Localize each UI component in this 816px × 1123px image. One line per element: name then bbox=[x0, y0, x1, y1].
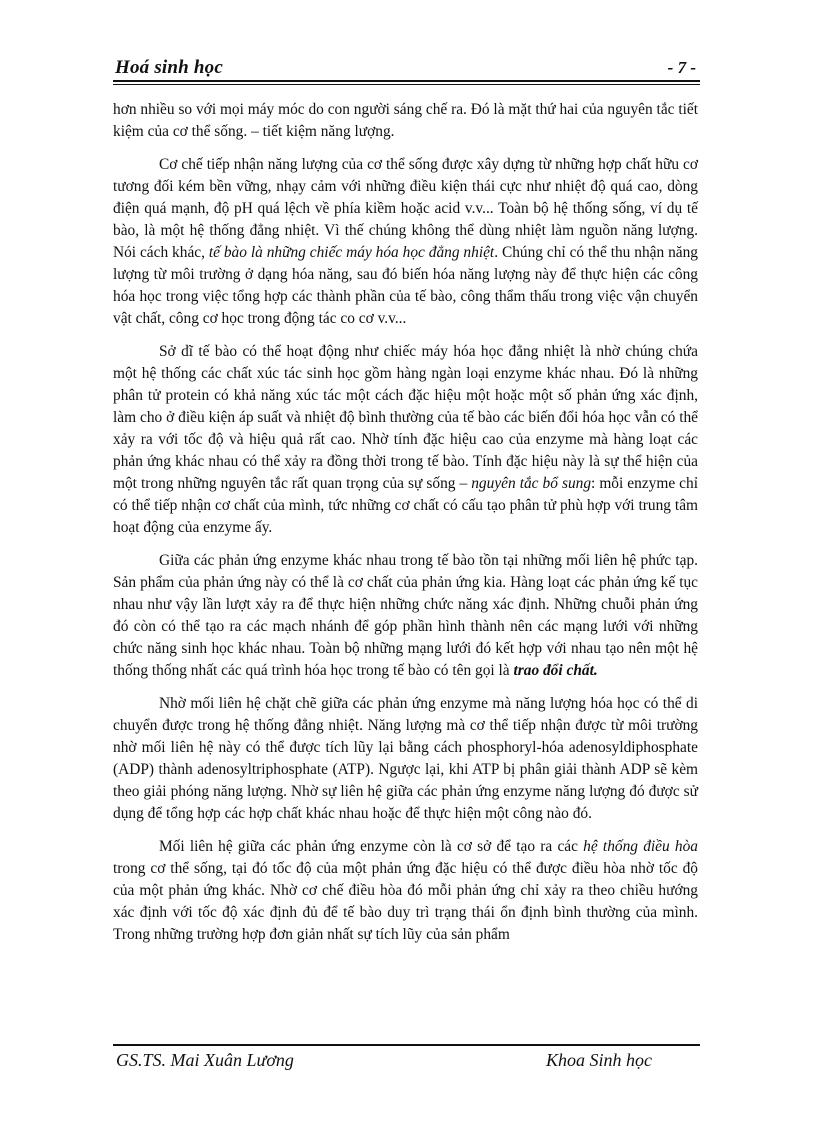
paragraph-5: Nhờ mối liên hệ chặt chẽ giữa các phản ứng enzyme mà năng lượng hóa học có thể di chuyển được trong hệ thống đẳng nhiệt. Năng lượng mà cơ thể tiếp nhận được từ môi trường nhờ mối liên hệ này có thể được tích lũy lại bằng cách phosphoryl-hóa adenosyldiphosphate (ADP) thành adenosyltriphosphate (ATP). Ngược lại, khi ATP bị phân giải thành ADP sẽ kèm theo giải phóng năng lượng. Nhờ sự liên hệ giữa các phản ứng enzyme năng lượng đó được sử dụng để tổng hợp các hợp chất khác nhau hoặc để thực hiện một công nào đó. bbox=[113, 695, 698, 822]
footer-author: GS.TS. Mai Xuân Lương bbox=[116, 1050, 294, 1070]
paragraph-6: Mối liên hệ giữa các phản ứng enzyme còn là cơ sở để tạo ra các hệ thống điều hòa trong cơ thể sống, tại đó tốc độ của một phản ứng đặc hiệu có thể được điều hòa nhờ tốc độ của một phản ứng khác. Nhờ cơ chế điều hòa đó mỗi phản ứng chỉ xảy ra theo chiều hướng xác định với tốc độ xác định đủ để tế bào duy trì trạng thái ổn định bình thường của mình. Trong những trường hợp đơn giản nhất sự tích lũy của sản phẩm bbox=[113, 838, 699, 943]
footer-rule bbox=[113, 1044, 700, 1046]
book-title: Hoá sinh học bbox=[115, 57, 223, 78]
paragraph-3: Sở dĩ tế bào có thể hoạt động như chiếc máy hóa học đẳng nhiệt là nhờ chúng chứa một hệ thống các chất xúc tác sinh học gồm hàng ngàn loại enzyme khác nhau. Đó là những phân tử protein có khả năng xúc tác một cách đặc hiệu một hoặc một số phản ứng xác định, làm cho ở điều kiện áp suất và nhiệt độ bình thường của tế bào các biến đổi hóa học vẫn có thể xảy ra với tốc độ và hiệu quả rất cao. Nhờ tính đặc hiệu cao của enzyme mà hàng loạt các phản ứng khác nhau có thể xảy ra đồng thời trong tế bào. Tính đặc hiệu này là sự thể hiện của một trong những nguyên tắc rất quan trọng của sự sống – nguyên tắc bổ sung: mỗi enzyme chỉ có thể tiếp nhận cơ chất của mình, tức những cơ chất có cấu tạo phân tử phù hợp với trung tâm hoạt động của enzyme ấy. bbox=[113, 343, 698, 536]
emphasis-regulation-system: hệ thống điều hòa bbox=[583, 838, 699, 855]
emphasis-complementarity-principle: nguyên tắc bổ sung bbox=[471, 475, 592, 492]
body-text bbox=[113, 99, 698, 957]
page-number: - 7 - bbox=[667, 58, 696, 77]
emphasis-metabolism: trao đổi chất. bbox=[513, 662, 598, 679]
emphasis-isothermal-machine: tế bào là những chiếc máy hóa học đẳng nhiệt bbox=[208, 244, 495, 261]
paragraph-4: Giữa các phản ứng enzyme khác nhau trong tế bào tồn tại những mối liên hệ phức tạp. Sản phẩm của phản ứng này có thể là cơ chất của phản ứng kia. Hàng loạt các phản ứng kế tục nhau như vậy lần lượt xảy ra để thực hiện những chức năng xác định. Những chuỗi phản ứng đó còn có thể tạo ra các mạch nhánh để góp phần hình thành nên các mạng lưới với những chức năng sinh học khác nhau. Toàn bộ những mạng lưới đó kết hợp với nhau tạo nên một hệ thống thống nhất các quá trình hóa học trong tế bào có tên gọi là trao đổi chất. bbox=[113, 552, 698, 679]
footer-department: Khoa Sinh học bbox=[546, 1050, 652, 1070]
page-header bbox=[113, 56, 698, 80]
paragraph-1: hơn nhiều so với mọi máy móc do con người sáng chế ra. Đó là mặt thứ hai của nguyên tắc tiết kiệm của cơ thể sống. – tiết kiệm năng lượng. bbox=[113, 101, 698, 140]
header-rule bbox=[113, 80, 700, 85]
paragraph-2: Cơ chế tiếp nhận năng lượng của cơ thể sống được xây dựng từ những hợp chất hữu cơ tương đối kém bền vững, nhạy cảm với những điều kiện thái cực như nhiệt độ quá cao, dòng điện quá mạnh, độ pH quá lệch về phía kiềm hoặc acid v.v... Toàn bộ hệ thống sống, ví dụ tế bào, là một hệ thống đẳng nhiệt. Vì thế chúng không thể dùng nhiệt làm nguồn năng lượng. Nói cách khác, tế bào là những chiếc máy hóa học đẳng nhiệt. Chúng chỉ có thể thu nhận năng lượng từ môi trường ở dạng hóa năng, sau đó biến hóa năng lượng này để thực hiện các công hóa học trong việc tổng hợp các thành phần của tế bào, công thẩm thấu trong việc vận chuyển vật chất, công cơ học trong động tác co cơ v.v... bbox=[113, 156, 699, 327]
